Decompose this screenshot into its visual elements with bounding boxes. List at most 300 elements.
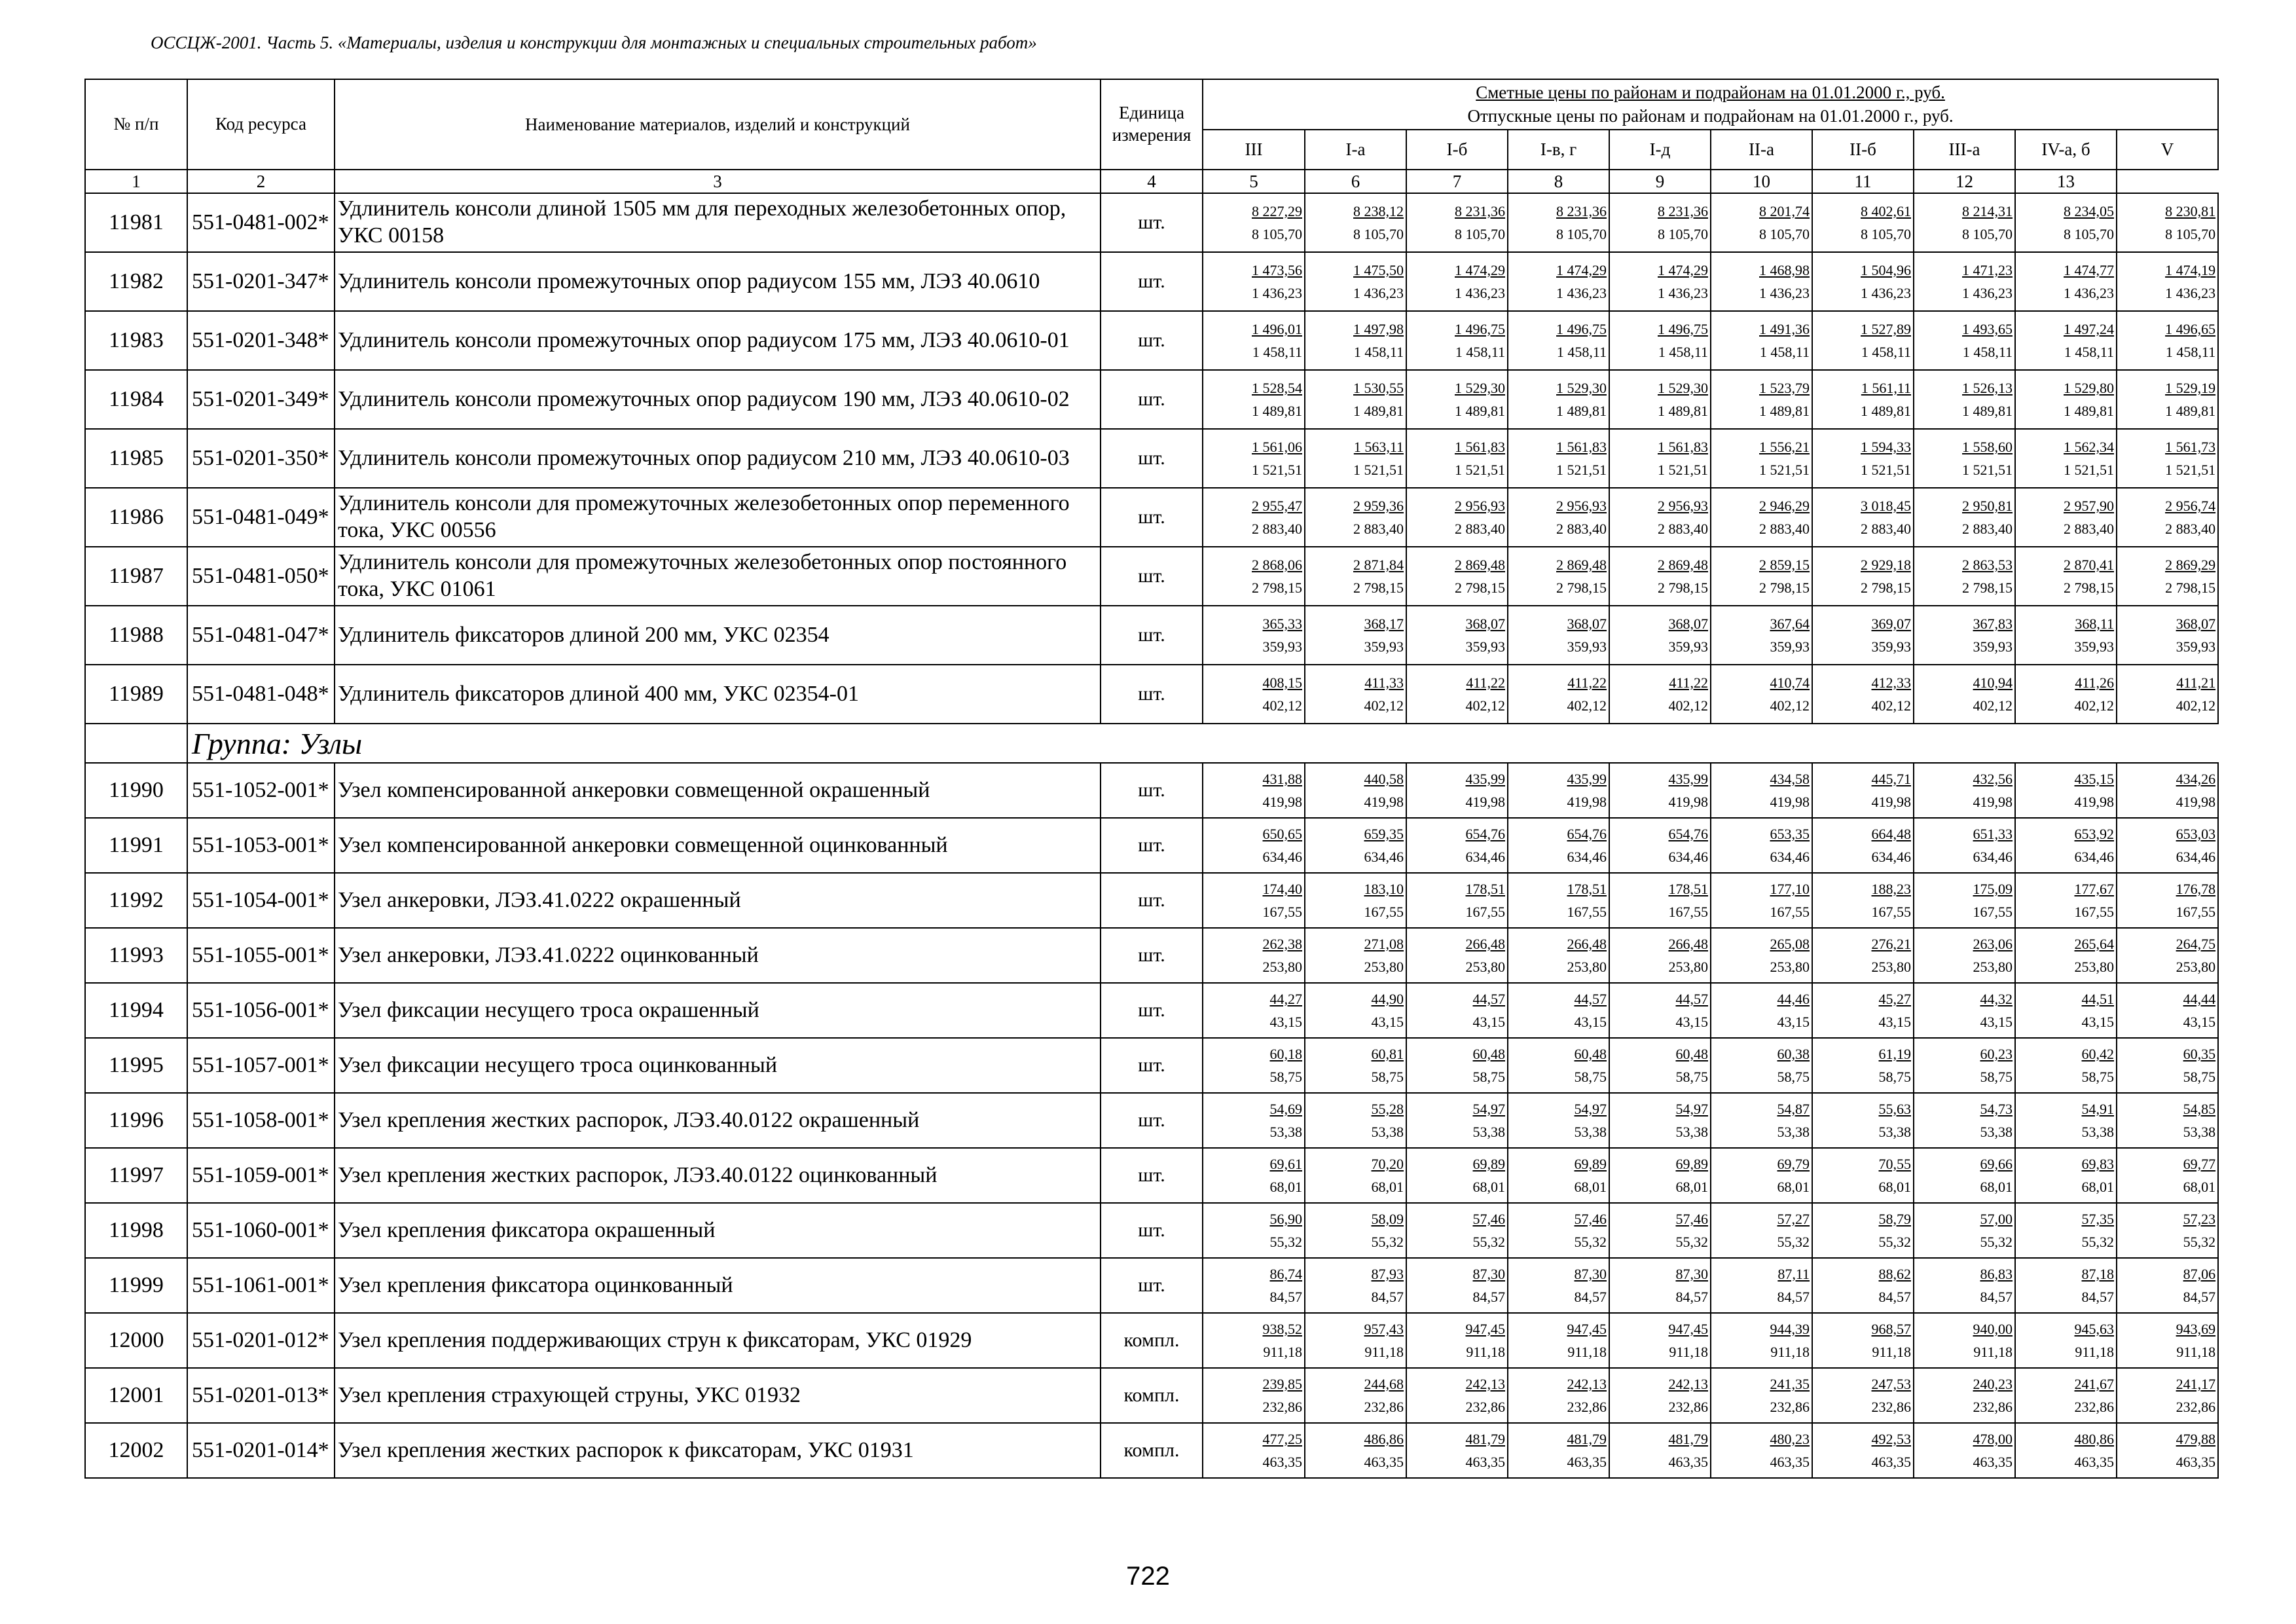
release-price: 1 458,11 — [1252, 344, 1302, 360]
price-cell — [2117, 311, 2218, 370]
price-cell — [2117, 818, 2218, 873]
release-price: 2 798,15 — [1353, 580, 1404, 596]
estimated-price: 1 563,11 — [1353, 438, 1404, 455]
release-price: 463,35 — [1364, 1454, 1404, 1470]
resource-code: 551-0201-012* — [187, 1313, 335, 1368]
estimated-price: 1 471,23 — [1962, 261, 2013, 278]
estimated-price: 1 475,50 — [1353, 261, 1404, 278]
row-number: 12001 — [85, 1368, 187, 1423]
price-cell — [1711, 665, 1812, 724]
table-row — [85, 665, 2218, 724]
release-price: 8 105,70 — [1658, 226, 1708, 242]
release-price: 232,86 — [2176, 1399, 2216, 1415]
estimated-price: 2 869,48 — [1658, 556, 1708, 573]
release-price: 911,18 — [1263, 1344, 1302, 1360]
price-cell — [1812, 665, 1914, 724]
estimated-price: 368,07 — [1668, 615, 1708, 632]
release-price: 53,38 — [1472, 1124, 1505, 1140]
release-price: 463,35 — [1770, 1454, 1810, 1470]
price-cell — [1305, 1038, 1406, 1093]
release-price: 55,32 — [1675, 1234, 1708, 1250]
price-cell — [1914, 873, 2015, 928]
release-price: 1 436,23 — [1455, 285, 1505, 301]
release-price: 1 436,23 — [1861, 285, 1911, 301]
release-price: 84,57 — [1878, 1289, 1911, 1305]
price-cell — [2117, 1368, 2218, 1423]
group-row-blank — [85, 724, 187, 763]
resource-code: 551-1058-001* — [187, 1093, 335, 1148]
release-price: 167,55 — [1973, 904, 2013, 920]
price-cell — [1609, 1038, 1711, 1093]
row-number: 11996 — [85, 1093, 187, 1148]
estimated-price: 8 231,36 — [1455, 202, 1505, 219]
release-price: 419,98 — [1871, 794, 1911, 810]
price-cell — [1203, 1148, 1305, 1203]
price-cell — [1508, 1258, 1609, 1313]
release-price: 2 883,40 — [1455, 521, 1505, 537]
price-cell — [1203, 1313, 1305, 1368]
price-cell — [1508, 928, 1609, 983]
price-cell — [1711, 606, 1812, 665]
table-row — [85, 873, 2218, 928]
release-price: 167,55 — [1668, 904, 1708, 920]
release-price: 402,12 — [1262, 697, 1302, 714]
estimated-price: 1 497,24 — [2064, 320, 2114, 337]
estimated-price: 412,33 — [1871, 674, 1911, 691]
release-price: 232,86 — [1973, 1399, 2013, 1415]
price-cell — [1305, 193, 1406, 252]
price-cell — [1812, 1258, 1914, 1313]
release-price: 232,86 — [1668, 1399, 1708, 1415]
release-price: 68,01 — [1675, 1179, 1708, 1195]
estimated-price: 2 868,06 — [1252, 556, 1302, 573]
price-cell — [1812, 606, 1914, 665]
release-price: 359,93 — [2074, 638, 2114, 655]
price-cell — [1203, 311, 1305, 370]
estimated-price: 8 231,36 — [1556, 202, 1607, 219]
estimated-price: 188,23 — [1871, 880, 1911, 897]
resource-code: 551-0201-349* — [187, 370, 335, 429]
price-cell — [2117, 983, 2218, 1038]
release-price: 232,86 — [1465, 1399, 1505, 1415]
price-cell — [1203, 1093, 1305, 1148]
header-region: I-в, г — [1508, 130, 1609, 170]
estimated-price: 1 496,75 — [1658, 320, 1708, 337]
price-cell — [1305, 488, 1406, 547]
estimated-price: 242,13 — [1668, 1375, 1708, 1392]
release-price: 8 105,70 — [1252, 226, 1302, 242]
release-price: 55,32 — [2183, 1234, 2216, 1250]
estimated-price: 69,77 — [2183, 1155, 2216, 1172]
table-row — [85, 606, 2218, 665]
estimated-price: 1 561,83 — [1658, 438, 1708, 455]
release-price: 253,80 — [1871, 959, 1911, 975]
price-cell — [1305, 311, 1406, 370]
price-cell — [2015, 1368, 2117, 1423]
release-price: 1 458,11 — [1353, 344, 1404, 360]
estimated-price: 1 561,83 — [1556, 438, 1607, 455]
page-number: 722 — [1126, 1562, 1170, 1591]
estimated-price: 2 871,84 — [1353, 556, 1404, 573]
estimated-price: 54,97 — [1574, 1100, 1607, 1117]
row-number: 11994 — [85, 983, 187, 1038]
release-price: 2 798,15 — [1455, 580, 1505, 596]
estimated-price: 58,79 — [1878, 1210, 1911, 1227]
price-cell — [1406, 665, 1508, 724]
price-cell — [1812, 193, 1914, 252]
release-price: 1 436,23 — [1658, 285, 1708, 301]
release-price: 359,93 — [1465, 638, 1505, 655]
release-price: 1 458,11 — [1658, 344, 1708, 360]
release-price: 1 521,51 — [1962, 462, 2013, 478]
release-price: 53,38 — [1371, 1124, 1404, 1140]
price-cell — [1609, 1148, 1711, 1203]
resource-code: 551-0201-350* — [187, 429, 335, 488]
estimated-price: 70,55 — [1878, 1155, 1911, 1172]
release-price: 1 436,23 — [1759, 285, 1810, 301]
price-cell — [1812, 1093, 1914, 1148]
header-region: I-д — [1609, 130, 1711, 170]
release-price: 253,80 — [1364, 959, 1404, 975]
price-cell — [2015, 763, 2117, 818]
release-price: 463,35 — [1262, 1454, 1302, 1470]
estimated-price: 2 869,48 — [1556, 556, 1607, 573]
estimated-price: 1 556,21 — [1759, 438, 1810, 455]
price-cell — [1305, 763, 1406, 818]
release-price: 43,15 — [2081, 1014, 2114, 1030]
release-price: 911,18 — [1364, 1344, 1404, 1360]
row-number: 11992 — [85, 873, 187, 928]
row-number: 11986 — [85, 488, 187, 547]
price-cell — [1711, 547, 1812, 606]
estimated-price: 1 474,29 — [1455, 261, 1505, 278]
price-cell — [1508, 547, 1609, 606]
price-cell — [1508, 1148, 1609, 1203]
release-price: 232,86 — [1262, 1399, 1302, 1415]
estimated-price: 44,46 — [1777, 990, 1810, 1007]
release-price: 634,46 — [2074, 849, 2114, 865]
row-number: 11993 — [85, 928, 187, 983]
price-cell — [1406, 1423, 1508, 1478]
material-name: Удлинитель фиксаторов длиной 200 мм, УКС 02354 — [335, 606, 1101, 665]
price-cell — [1305, 928, 1406, 983]
release-price: 68,01 — [1269, 1179, 1302, 1195]
price-cell — [1203, 763, 1305, 818]
price-cell — [1609, 1093, 1711, 1148]
release-price: 634,46 — [1668, 849, 1708, 865]
price-cell — [1812, 1203, 1914, 1258]
estimated-price: 654,76 — [1465, 825, 1505, 842]
price-cell — [1203, 818, 1305, 873]
release-price: 1 436,23 — [1556, 285, 1607, 301]
release-price: 402,12 — [2176, 697, 2216, 714]
release-price: 2 798,15 — [1658, 580, 1708, 596]
header-col-name: Наименование материалов, изделий и конструкций — [335, 79, 1101, 170]
price-cell — [1508, 488, 1609, 547]
release-price: 55,32 — [1980, 1234, 2013, 1250]
release-price: 253,80 — [1668, 959, 1708, 975]
header-region: V — [2117, 130, 2218, 170]
price-cell — [2015, 606, 2117, 665]
row-number: 12000 — [85, 1313, 187, 1368]
price-cell — [2117, 1258, 2218, 1313]
material-name: Узел крепления поддерживающих струн к фиксаторам, УКС 01929 — [335, 1313, 1101, 1368]
header-column-number: 1 — [85, 170, 187, 193]
estimated-price: 87,30 — [1675, 1265, 1708, 1282]
unit-of-measure: шт. — [1101, 818, 1203, 873]
price-cell — [1609, 1258, 1711, 1313]
release-price: 911,18 — [1872, 1344, 1911, 1360]
estimated-price: 435,99 — [1465, 770, 1505, 787]
header-prices-caption — [1203, 79, 2218, 130]
release-price: 2 798,15 — [1962, 580, 2013, 596]
price-cell — [2117, 547, 2218, 606]
price-cell — [1406, 1038, 1508, 1093]
price-cell — [2117, 1148, 2218, 1203]
estimated-price: 2 869,48 — [1455, 556, 1505, 573]
resource-code: 551-0481-002* — [187, 193, 335, 252]
release-price: 53,38 — [1980, 1124, 2013, 1140]
release-price: 1 489,81 — [1556, 403, 1607, 419]
price-cell — [2015, 983, 2117, 1038]
estimated-price: 1 558,60 — [1962, 438, 2013, 455]
price-cell — [1508, 818, 1609, 873]
estimated-price: 431,88 — [1262, 770, 1302, 787]
row-number: 11998 — [85, 1203, 187, 1258]
price-cell — [1914, 1258, 2015, 1313]
estimated-price: 368,07 — [1465, 615, 1505, 632]
estimated-price: 1 474,77 — [2064, 261, 2114, 278]
price-cell — [1305, 1258, 1406, 1313]
price-cell — [1406, 1093, 1508, 1148]
estimated-price: 44,44 — [2183, 990, 2216, 1007]
row-number: 11982 — [85, 252, 187, 311]
release-price: 2 798,15 — [1861, 580, 1911, 596]
price-cell — [1203, 547, 1305, 606]
price-cell — [1812, 1368, 1914, 1423]
estimated-price: 410,94 — [1973, 674, 2013, 691]
release-price: 8 105,70 — [1759, 226, 1810, 242]
estimated-price: 1 468,98 — [1759, 261, 1810, 278]
estimated-price: 57,27 — [1777, 1210, 1810, 1227]
release-price: 84,57 — [2183, 1289, 2216, 1305]
price-cell — [2015, 370, 2117, 429]
price-cell — [2015, 1258, 2117, 1313]
price-cell — [1914, 763, 2015, 818]
estimated-price: 44,57 — [1675, 990, 1708, 1007]
release-price: 402,12 — [1567, 697, 1607, 714]
price-cell — [1508, 763, 1609, 818]
price-cell — [2117, 763, 2218, 818]
price-cell — [1711, 1368, 1812, 1423]
table-row — [85, 928, 2218, 983]
price-cell — [1914, 1313, 2015, 1368]
price-cell — [2015, 193, 2117, 252]
price-cell — [1508, 429, 1609, 488]
row-number: 11983 — [85, 311, 187, 370]
release-price: 84,57 — [2081, 1289, 2114, 1305]
release-price: 232,86 — [1364, 1399, 1404, 1415]
price-cell — [1508, 1313, 1609, 1368]
estimated-price: 61,19 — [1878, 1045, 1911, 1062]
release-price: 911,18 — [2075, 1344, 2114, 1360]
estimated-price: 8 238,12 — [1353, 202, 1404, 219]
price-cell — [2117, 1093, 2218, 1148]
release-price: 55,32 — [1269, 1234, 1302, 1250]
estimated-price: 480,86 — [2074, 1430, 2114, 1447]
estimated-price: 445,71 — [1871, 770, 1911, 787]
estimated-price: 367,83 — [1973, 615, 2013, 632]
release-price: 1 489,81 — [1455, 403, 1505, 419]
estimated-price: 650,65 — [1262, 825, 1302, 842]
price-cell — [1812, 1313, 1914, 1368]
price-cell — [1203, 1258, 1305, 1313]
price-cell — [1609, 818, 1711, 873]
release-price: 53,38 — [1878, 1124, 1911, 1140]
release-price: 419,98 — [1567, 794, 1607, 810]
release-price: 84,57 — [1371, 1289, 1404, 1305]
price-cell — [1914, 429, 2015, 488]
release-price: 402,12 — [1871, 697, 1911, 714]
price-cell — [1609, 193, 1711, 252]
estimated-price: 276,21 — [1871, 935, 1911, 952]
price-cell — [1609, 873, 1711, 928]
estimated-price: 8 227,29 — [1252, 202, 1302, 219]
release-price: 2 798,15 — [1759, 580, 1810, 596]
price-cell — [1406, 252, 1508, 311]
price-cell — [1812, 818, 1914, 873]
price-cell — [2015, 1203, 2117, 1258]
table-row — [85, 193, 2218, 252]
unit-of-measure: компл. — [1101, 1368, 1203, 1423]
release-price: 402,12 — [1770, 697, 1810, 714]
price-cell — [1914, 983, 2015, 1038]
release-price: 419,98 — [2074, 794, 2114, 810]
price-cell — [1406, 818, 1508, 873]
unit-of-measure: шт. — [1101, 1038, 1203, 1093]
release-price: 359,93 — [1668, 638, 1708, 655]
release-price: 167,55 — [1262, 904, 1302, 920]
estimated-price: 178,51 — [1668, 880, 1708, 897]
release-price: 402,12 — [1973, 697, 2013, 714]
price-cell — [2015, 488, 2117, 547]
estimated-price: 478,00 — [1973, 1430, 2013, 1447]
release-price: 58,75 — [2183, 1069, 2216, 1085]
price-cell — [1711, 1148, 1812, 1203]
unit-of-measure: шт. — [1101, 252, 1203, 311]
estimated-price: 435,15 — [2074, 770, 2114, 787]
price-cell — [1406, 1203, 1508, 1258]
material-name: Удлинитель консоли для промежуточных железобетонных опор переменного тока, УКС 00556 — [335, 488, 1101, 547]
header-column-number: 4 — [1101, 170, 1203, 193]
estimated-price: 432,56 — [1973, 770, 2013, 787]
price-cell — [1203, 928, 1305, 983]
release-price: 2 883,40 — [2064, 521, 2114, 537]
unit-of-measure: шт. — [1101, 606, 1203, 665]
estimated-price: 56,90 — [1269, 1210, 1302, 1227]
price-cell — [1914, 1423, 2015, 1478]
price-cell — [2117, 606, 2218, 665]
price-cell — [1305, 1368, 1406, 1423]
price-cell — [1609, 1203, 1711, 1258]
price-cell — [2015, 547, 2117, 606]
release-price: 2 883,40 — [1861, 521, 1911, 537]
release-price: 463,35 — [2074, 1454, 2114, 1470]
estimated-price: 57,46 — [1675, 1210, 1708, 1227]
estimated-price: 55,63 — [1878, 1100, 1911, 1117]
estimated-price: 263,06 — [1973, 935, 2013, 952]
price-cell — [1203, 1368, 1305, 1423]
estimated-price: 411,33 — [1364, 674, 1404, 691]
release-price: 58,75 — [1878, 1069, 1911, 1085]
header-prices-release: Отпускные цены по районам и подрайонам на 01.01.2000 г., руб. — [1467, 105, 1954, 126]
price-cell — [2117, 252, 2218, 311]
estimated-price: 60,48 — [1472, 1045, 1505, 1062]
release-price: 911,18 — [1770, 1344, 1810, 1360]
row-number: 11999 — [85, 1258, 187, 1313]
material-name: Узел крепления фиксатора оцинкованный — [335, 1258, 1101, 1313]
estimated-price: 440,58 — [1364, 770, 1404, 787]
release-price: 2 883,40 — [1556, 521, 1607, 537]
estimated-price: 940,00 — [1973, 1320, 2013, 1337]
release-price: 8 105,70 — [1962, 226, 2013, 242]
price-cell — [1812, 252, 1914, 311]
release-price: 84,57 — [1777, 1289, 1810, 1305]
estimated-price: 1 561,83 — [1455, 438, 1505, 455]
price-cell — [1406, 370, 1508, 429]
estimated-price: 8 234,05 — [2064, 202, 2114, 219]
estimated-price: 178,51 — [1465, 880, 1505, 897]
release-price: 55,32 — [1472, 1234, 1505, 1250]
estimated-price: 55,28 — [1371, 1100, 1404, 1117]
price-cell — [2117, 1313, 2218, 1368]
estimated-price: 1 474,19 — [2165, 261, 2216, 278]
estimated-price: 1 529,30 — [1455, 379, 1505, 396]
price-cell — [1406, 1368, 1508, 1423]
release-price: 359,93 — [1973, 638, 2013, 655]
release-price: 634,46 — [2176, 849, 2216, 865]
release-price: 58,75 — [1777, 1069, 1810, 1085]
price-cell — [2117, 928, 2218, 983]
release-price: 1 489,81 — [2165, 403, 2216, 419]
estimated-price: 174,40 — [1262, 880, 1302, 897]
price-cell — [1406, 193, 1508, 252]
release-price: 43,15 — [1371, 1014, 1404, 1030]
price-cell — [1508, 983, 1609, 1038]
release-price: 634,46 — [1973, 849, 2013, 865]
estimated-price: 8 214,31 — [1962, 202, 2013, 219]
material-name: Удлинитель консоли промежуточных опор радиусом 190 мм, ЛЭЗ 40.0610-02 — [335, 370, 1101, 429]
estimated-price: 60,38 — [1777, 1045, 1810, 1062]
price-cell — [1711, 1093, 1812, 1148]
resource-code: 551-1056-001* — [187, 983, 335, 1038]
release-price: 232,86 — [1871, 1399, 1911, 1415]
estimated-price: 481,79 — [1465, 1430, 1505, 1447]
estimated-price: 1 496,75 — [1556, 320, 1607, 337]
table-row — [85, 763, 2218, 818]
header-column-number: 5 — [1203, 170, 1305, 193]
price-cell — [1711, 429, 1812, 488]
estimated-price: 1 497,98 — [1353, 320, 1404, 337]
row-number: 11995 — [85, 1038, 187, 1093]
row-number: 11990 — [85, 763, 187, 818]
price-cell — [1609, 1368, 1711, 1423]
release-price: 1 489,81 — [1861, 403, 1911, 419]
estimated-price: 411,22 — [1669, 674, 1708, 691]
estimated-price: 945,63 — [2074, 1320, 2114, 1337]
release-price: 463,35 — [1668, 1454, 1708, 1470]
release-price: 43,15 — [1878, 1014, 1911, 1030]
